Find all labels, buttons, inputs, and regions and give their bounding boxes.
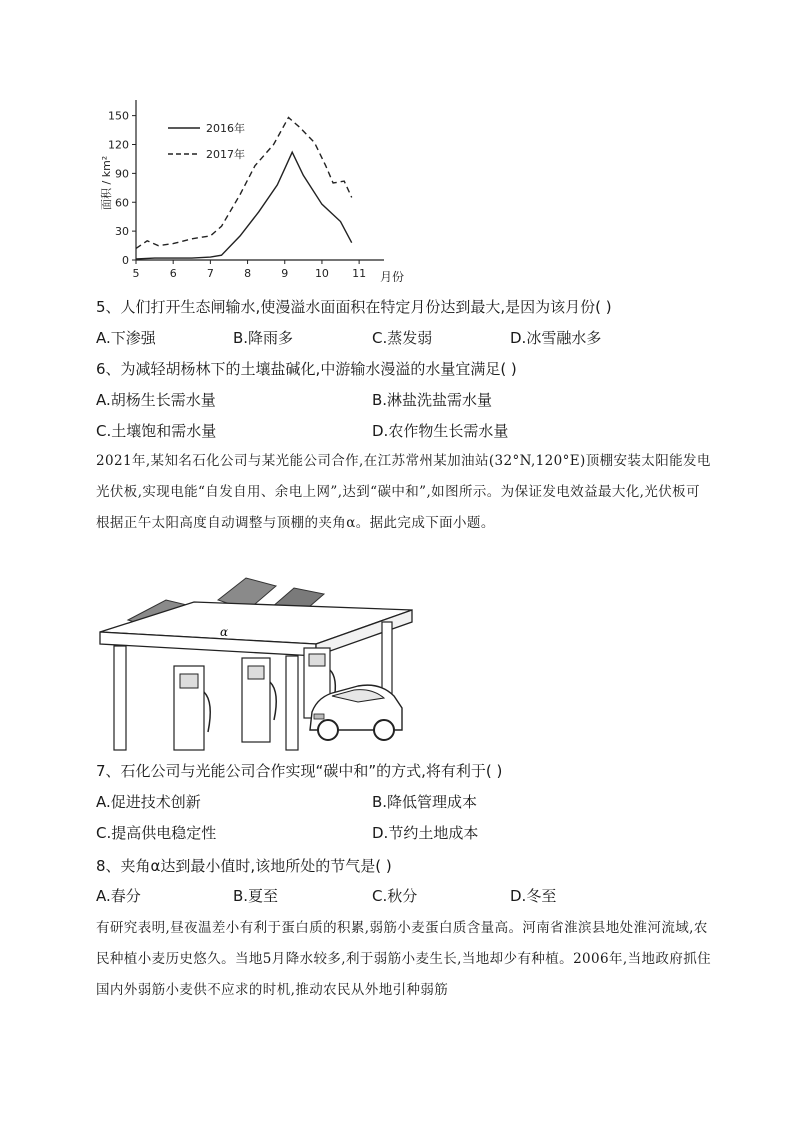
passage-2-text: 有研究表明,昼夜温差小有利于蛋白质的积累,弱筋小麦蛋白质含量高。河南省淮滨县地处淮河流域,农民种植小麦历史悠久。当地5月降水较多,利于弱筋小麦生长,当地却少有种植。2006年,当地政府抓住国内外弱筋小麦供不应求的时机,推动农民从外地引种弱筋 — [96, 920, 712, 998]
y-tick-label: 90 — [115, 167, 129, 181]
x-axis-label: 月份 — [380, 270, 405, 284]
q8-option-d: D.冬至 — [510, 887, 557, 905]
q5-option-a: A.下渗强 — [96, 329, 156, 347]
x-tick-label: 8 — [244, 267, 252, 280]
q7-option-a: A.促进技术创新 — [96, 793, 201, 811]
y-axis-label: 面积 / km² — [100, 155, 113, 210]
q8-option-a: A.春分 — [96, 887, 141, 905]
q8-option-b: B.夏至 — [233, 887, 279, 905]
q6-option-c: C.土壤饱和需水量 — [96, 422, 217, 440]
y-tick-label: 150 — [108, 109, 129, 123]
y-tick-label: 30 — [115, 225, 129, 239]
area-line-chart — [96, 92, 416, 292]
question-8-stem: 8、夹角α达到最小值时,该地所处的节气是( ) — [96, 857, 392, 875]
reading-passage-solar — [96, 446, 712, 539]
x-tick-label: 9 — [281, 267, 289, 280]
y-tick-label: 60 — [115, 196, 129, 210]
question-6-stem: 6、为减轻胡杨林下的土壤盐碱化,中游输水漫溢的水量宜满足( ) — [96, 360, 517, 378]
q5-option-d: D.冰雪融水多 — [510, 329, 602, 347]
fuel-pump-1 — [174, 666, 210, 750]
q7-option-d: D.节约土地成本 — [372, 824, 479, 842]
x-tick-label: 6 — [169, 267, 177, 280]
legend-2016: 2016年 — [206, 122, 245, 135]
column-middle — [286, 656, 298, 750]
reading-passage-wheat — [96, 913, 712, 1006]
q8-option-c: C.秋分 — [372, 887, 418, 905]
question-7-stem: 7、石化公司与光能公司合作实现“碳中和”的方式,将有利于( ) — [96, 762, 503, 780]
x-tick-label: 7 — [206, 267, 214, 280]
series-line-2016 — [136, 152, 352, 259]
x-tick-label: 10 — [314, 267, 329, 280]
x-tick-label: 11 — [352, 267, 367, 280]
q6-option-d: D.农作物生长需水量 — [372, 422, 509, 440]
question-5-stem: 5、人们打开生态闸输水,使漫溢水面面积在特定月份达到最大,是因为该月份( ) — [96, 298, 612, 316]
gas-station-solar-figure — [96, 572, 416, 752]
passage-1-text: 2021年,某知名石化公司与某光能公司合作,在江苏常州某加油站(32°N,120°E)顶棚安装太阳能发电光伏板,实现电能“自发自用、余电上网”,达到“碳中和”,如图所示。为保证发电效益最大化,光伏板可根据正午太阳高度自动调整与顶棚的夹角α。据此完成下面小题。 — [96, 453, 711, 531]
y-tick-label: 0 — [122, 254, 129, 267]
x-tick-label: 5 — [132, 267, 140, 280]
q7-option-c: C.提高供电稳定性 — [96, 824, 217, 842]
legend-2017: 2017年 — [206, 148, 245, 161]
column-left — [114, 646, 126, 750]
series-line-2017 — [136, 118, 352, 249]
q6-option-a: A.胡杨生长需水量 — [96, 391, 216, 409]
q5-option-c: C.蒸发弱 — [372, 329, 433, 347]
q6-option-b: B.淋盐洗盐需水量 — [372, 391, 493, 409]
angle-alpha-label: α — [220, 625, 229, 639]
q7-option-b: B.降低管理成本 — [372, 793, 478, 811]
fuel-pump-2 — [242, 658, 276, 742]
y-tick-label: 120 — [108, 138, 129, 152]
q5-option-b: B.降雨多 — [233, 329, 294, 347]
